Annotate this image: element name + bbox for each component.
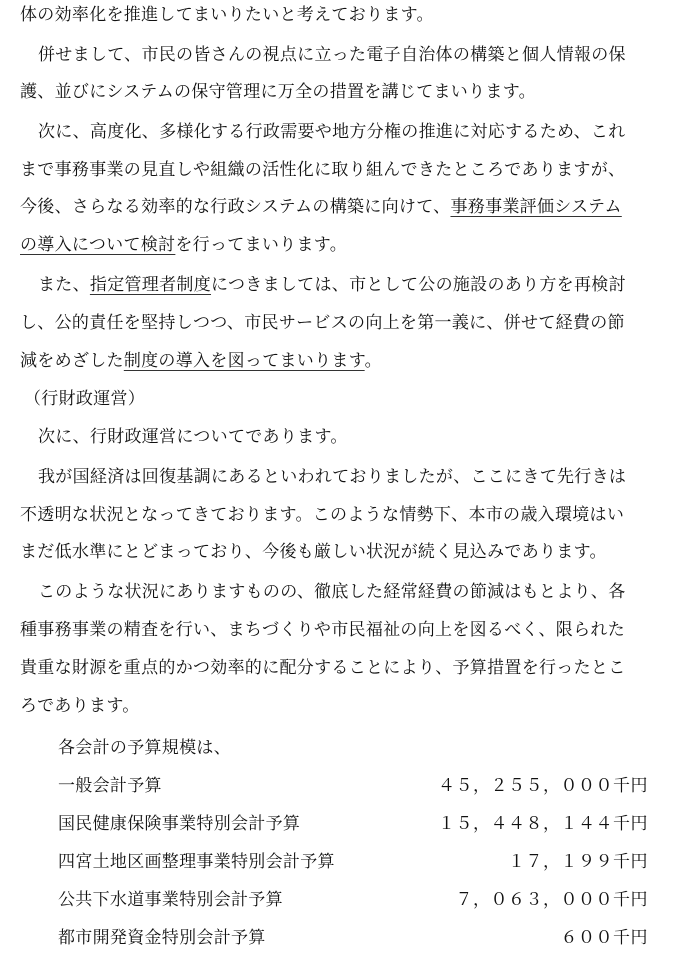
- section-heading: [24, 388, 145, 410]
- text-line: [20, 657, 626, 679]
- text-line: [38, 274, 626, 296]
- text-line: [20, 81, 536, 103]
- budget-amount: ６００千円: [560, 928, 648, 948]
- text-line: [20, 504, 624, 526]
- text-line: [38, 44, 626, 66]
- budget-name: 公共下水道事業特別会計予算: [58, 890, 283, 910]
- text-segment: 体の効率化を推進してまいりたいと考えております。: [20, 5, 434, 25]
- budget-row: [0, 889, 700, 911]
- budget-row: [0, 851, 700, 873]
- text-segment: 。: [364, 351, 382, 371]
- underlined-text: 指定管理者制度: [89, 275, 212, 295]
- text-line: [20, 695, 140, 717]
- text-segment: このような状況にありますものの、徹底した経常経費の節減はもとより、各: [38, 582, 626, 602]
- text-segment: 今後、さらなる効率的な行政システムの構築に向けて、: [20, 197, 451, 217]
- text-segment: まだ低水準にとどまっており、今後も厳しい状況が続く見込みであります。: [20, 542, 607, 562]
- text-segment: ろであります。: [20, 696, 140, 716]
- text-segment: 各会計の予算規模は、: [58, 738, 231, 758]
- underlined-text: 制度の導入を図ってまいります: [123, 351, 365, 371]
- text-segment: 併せまして、市民の皆さんの視点に立った電子自治体の構築と個人情報の保: [38, 45, 626, 65]
- underlined-text: 事務事業評価システム: [450, 197, 622, 217]
- underlined-text: の導入について検討: [20, 235, 176, 255]
- text-line: [20, 234, 347, 256]
- text-line: [20, 4, 434, 26]
- text-segment: 護、並びにシステムの保守管理に万全の措置を講じてまいります。: [20, 82, 536, 102]
- text-segment: を行ってまいります。: [175, 235, 348, 255]
- text-segment: 貴重な財源を重点的かつ効率的に配分することにより、予算措置を行ったとこ: [20, 658, 626, 678]
- text-segment: 種事務事業の精査を行い、まちづくりや市民福祉の向上を図るべく、限られた: [20, 620, 625, 640]
- budget-name: 国民健康保険事業特別会計予算: [58, 814, 301, 834]
- budget-amount: １５，４４８，１４４千円: [438, 814, 648, 834]
- budget-row: [0, 813, 700, 835]
- text-line: [58, 737, 231, 759]
- text-line: [38, 581, 626, 603]
- text-line: [20, 350, 382, 372]
- text-line: [20, 196, 622, 218]
- text-segment: また、: [38, 275, 90, 295]
- budget-amount: ７，０６３，０００千円: [455, 890, 648, 910]
- budget-name: 一般会計予算: [58, 776, 162, 796]
- text-line: [20, 619, 625, 641]
- text-segment: まで事務事業の見直しや組織の活性化に取り組んできたところでありますが、: [20, 160, 626, 180]
- budget-row: [0, 927, 700, 949]
- text-line: [38, 466, 626, 488]
- budget-amount: ４５，２５５，０００千円: [438, 776, 648, 796]
- budget-amount: １７，１９９千円: [508, 852, 648, 872]
- text-line: [38, 121, 626, 143]
- budget-row: [0, 775, 700, 797]
- text-line: [38, 426, 348, 448]
- budget-name: 都市開発資金特別会計予算: [58, 928, 266, 948]
- text-segment: 次に、高度化、多様化する行政需要や地方分権の推進に対応するため、これ: [38, 122, 626, 142]
- text-segment: （行財政運営）: [24, 389, 146, 409]
- text-segment: 不透明な状況となってきております。このような情勢下、本市の歳入環境はい: [20, 505, 625, 525]
- text-line: [20, 312, 625, 334]
- text-segment: につきましては、市として公の施設のあり方を再検討: [211, 275, 626, 295]
- text-line: [20, 159, 625, 181]
- text-line: [20, 541, 607, 563]
- text-segment: 次に、行財政運営についてであります。: [38, 427, 348, 447]
- text-segment: し、公的責任を堅持しつつ、市民サービスの向上を第一義に、併せて経費の節: [20, 313, 625, 333]
- budget-name: 四宮土地区画整理事業特別会計予算: [58, 852, 335, 872]
- text-segment: 減をめざした: [20, 351, 124, 371]
- text-segment: 我が国経済は回復基調にあるといわれておりましたが、ここにきて先行きは: [38, 467, 627, 487]
